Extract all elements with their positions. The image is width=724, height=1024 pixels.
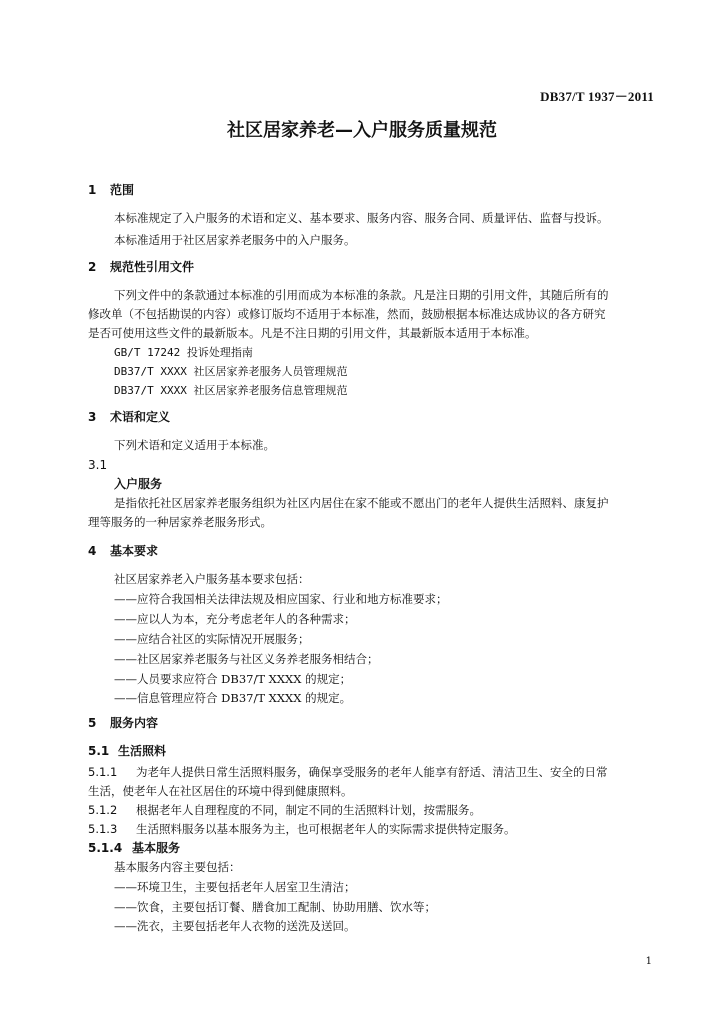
section-number: 2 — [88, 260, 97, 274]
subsection-title: 基本服务 — [132, 841, 181, 855]
paragraph: 社区居家养老入户服务基本要求包括： — [114, 572, 310, 586]
list-item: ——饮食，主要包括订餐、膳食加工配制、协助用膳、饮水等； — [114, 900, 436, 914]
clause-text: 为老年人提供日常生活照料服务，确保享受服务的老年人能享有舒适、清洁卫生、安全的日常 — [136, 765, 608, 779]
list-item: ——应结合社区的实际情况开展服务； — [114, 632, 310, 646]
definition-line: 是指依托社区居家养老服务组织为社区内居住在家不能或不愿出门的老年人提供生活照料、康复护 — [114, 496, 609, 510]
section-title: 规范性引用文件 — [110, 260, 195, 274]
list-item: ——人员要求应符合 DB37/T XXXX 的规定； — [114, 672, 352, 686]
list-item: ——社区居家养老服务与社区义务养老服务相结合； — [114, 652, 379, 666]
reference-item: GB/T 17242 投诉处理指南 — [114, 346, 253, 359]
subsection-heading — [88, 743, 166, 759]
section-number: 4 — [88, 544, 97, 558]
section-title: 范围 — [110, 183, 135, 197]
document-title: 社区居家养老—入户服务质量规范 — [227, 120, 497, 141]
section-heading-4 — [88, 543, 158, 559]
section-number: 3 — [88, 410, 97, 424]
reference-item: DB37/T XXXX 社区居家养老服务信息管理规范 — [114, 384, 348, 397]
clause-line — [88, 821, 516, 837]
clause-number: 3.1 — [88, 458, 108, 472]
clause-number: 5.1 — [88, 744, 110, 758]
clause-line — [88, 802, 481, 818]
clause-line — [88, 764, 608, 780]
list-item: ——洗衣，主要包括老年人衣物的送洗及送回。 — [114, 919, 356, 933]
clause-number: 5.1.4 — [88, 841, 123, 855]
list-item: ——应符合我国相关法律法规及相应国家、行业和地方标准要求； — [114, 592, 448, 606]
clause-number: 5.1.1 — [88, 765, 118, 779]
standard-number: DB37/T 1937－2011 — [540, 89, 654, 104]
subsection-heading — [88, 840, 180, 856]
paragraph-line: 修改单（不包括勘误的内容）或修订版均不适用于本标准，然而，鼓励根据本标准达成协议的各方研究 — [88, 307, 606, 321]
section-title: 基本要求 — [110, 544, 159, 558]
clause-number: 5.1.3 — [88, 822, 118, 836]
definition-line: 理等服务的一种居家养老服务形式。 — [88, 515, 272, 529]
paragraph-line: 是否可使用这些文件的最新版本。凡是不注日期的引用文件，其最新版本适用于本标准。 — [88, 326, 537, 340]
paragraph-line: 下列文件中的条款通过本标准的引用而成为本标准的条款。凡是注日期的引用文件，其随后所有的 — [114, 288, 609, 302]
subsection-title: 生活照料 — [118, 744, 167, 758]
section-title: 服务内容 — [110, 716, 159, 730]
page-number: 1 — [645, 956, 652, 967]
section-title: 术语和定义 — [110, 410, 171, 424]
clause-text: 根据老年人自理程度的不同，制定不同的生活照料计划，按需服务。 — [136, 803, 481, 817]
paragraph: 本标准适用于社区居家养老服务中的入户服务。 — [114, 233, 356, 247]
list-item: ——信息管理应符合 DB37/T XXXX 的规定。 — [114, 691, 352, 705]
clause-text: 生活照料服务以基本服务为主，也可根据老年人的实际需求提供特定服务。 — [136, 822, 516, 836]
section-heading-1 — [88, 182, 134, 198]
paragraph: 基本服务内容主要包括： — [114, 860, 241, 874]
reference-item: DB37/T XXXX 社区居家养老服务人员管理规范 — [114, 365, 348, 378]
section-number: 5 — [88, 716, 97, 730]
section-heading-2 — [88, 259, 194, 275]
clause-line: 生活，使老年人在社区居住的环境中得到健康照料。 — [88, 784, 353, 798]
term-title: 入户服务 — [114, 477, 163, 491]
list-item: ——环境卫生，主要包括老年人居室卫生清洁； — [114, 880, 356, 894]
clause-number: 5.1.2 — [88, 803, 118, 817]
section-heading-5 — [88, 715, 158, 731]
paragraph: 下列术语和定义适用于本标准。 — [114, 438, 275, 452]
paragraph: 本标准规定了入户服务的术语和定义、基本要求、服务内容、服务合同、质量评估、监督与投诉。 — [114, 211, 609, 225]
section-heading-3 — [88, 409, 170, 425]
list-item: ——应以人为本，充分考虑老年人的各种需求； — [114, 612, 356, 626]
section-number: 1 — [88, 183, 97, 197]
